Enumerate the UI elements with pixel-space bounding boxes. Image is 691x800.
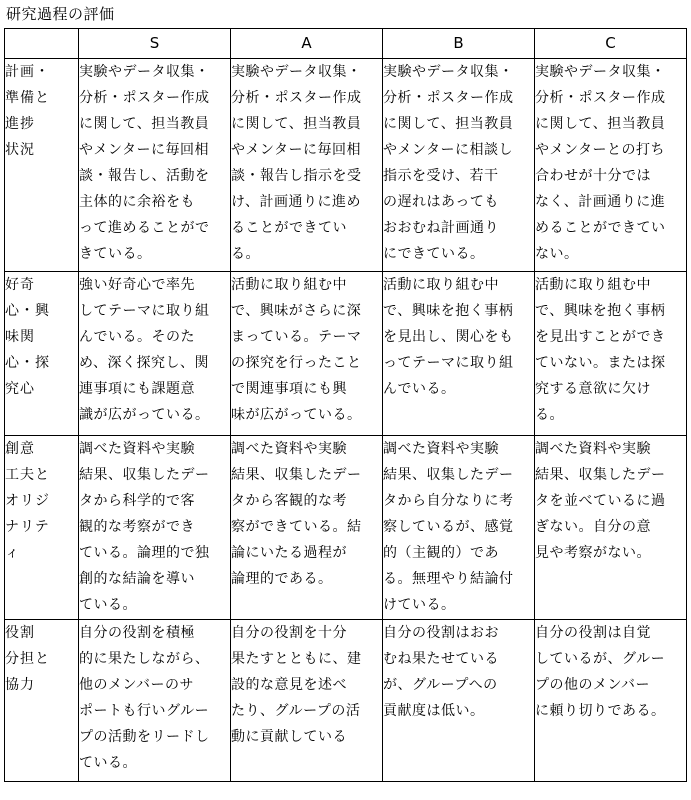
rubric-cell — [79, 620, 231, 782]
cell-text: 活動に取り組む中 で、興味を抱く事柄 を見出し、関心をも ってテーマに取り組 んでいる。 — [383, 277, 514, 397]
cell-text: 実験やデータ収集・ 分析・ポスター作成 に関して、担当教員 やメンターに相談し 指示を受け、若干 の遅れはあっても おおむね計画通り にできている。 — [383, 64, 514, 262]
table-row — [5, 620, 687, 782]
cell-text: 実験やデータ収集・ 分析・ポスター作成 に関して、担当教員 やメンターとの打ち 合わせが十分では なく、計画通りに進 めることができてい ない。 — [535, 64, 666, 262]
rubric-table — [4, 28, 687, 782]
cell-text: 活動に取り組む中 で、興味がさらに深 まっている。テーマ の探究を行ったこと で関連事項にも興 味が広がっている。 — [231, 277, 362, 423]
rubric-cell — [535, 436, 687, 620]
column-header: C — [535, 29, 687, 59]
rubric-cell — [231, 620, 383, 782]
criterion-cell — [5, 272, 79, 436]
criterion-cell — [5, 59, 79, 272]
corner-cell — [5, 29, 79, 59]
cell-text: 調べた資料や実験 結果、収集したデー タを並べているに過 ぎない。自分の意 見や考察がない。 — [535, 441, 666, 561]
rubric-cell — [79, 436, 231, 620]
table-row — [5, 272, 687, 436]
rubric-cell — [231, 436, 383, 620]
table-row — [5, 436, 687, 620]
rubric-cell — [383, 59, 535, 272]
cell-text: 自分の役割を十分 果たすとともに、建 設的な意見を述べ たり、グループの活 動に貢献している — [231, 625, 362, 745]
rubric-cell — [383, 620, 535, 782]
column-header: A — [231, 29, 383, 59]
rubric-cell — [535, 59, 687, 272]
cell-text: 強い好奇心で率先 してテーマに取り組 んでいる。そのた め、深く探究し、関 連事項にも課題意 識が広がっている。 — [79, 277, 210, 423]
table-row — [5, 59, 687, 272]
criterion-label: 計画・ 準備と 進捗 状況 — [5, 64, 50, 158]
header-row — [5, 29, 687, 59]
rubric-cell — [383, 436, 535, 620]
rubric-cell — [535, 620, 687, 782]
rubric-cell — [231, 59, 383, 272]
cell-text: 自分の役割を積極 的に果たしながら、 他のメンバーのサ ポートも行いグルー プの活動をリードし ている。 — [79, 625, 210, 771]
cell-text: 調べた資料や実験 結果、収集したデー タから科学的で客 観的な考察ができ ている。論理的で独 創的な結論を導い ている。 — [79, 441, 210, 613]
column-header: B — [383, 29, 535, 59]
column-header: S — [79, 29, 231, 59]
cell-text: 実験やデータ収集・ 分析・ポスター作成 に関して、担当教員 やメンターに毎回相 談・報告し、活動を 主体的に余裕をも って進めることがで きている。 — [79, 64, 210, 262]
criterion-label: 好奇 心・興 味関 心・探 究心 — [5, 277, 50, 397]
rubric-cell — [383, 272, 535, 436]
rubric-cell — [79, 272, 231, 436]
criterion-label: 役割 分担と 協力 — [5, 625, 50, 693]
rubric-cell — [79, 59, 231, 272]
cell-text: 活動に取り組む中 で、興味を抱く事柄 を見出すことができ ていない。または探 究する意欲に欠け る。 — [535, 277, 666, 423]
page-title: 研究過程の評価 — [6, 5, 115, 23]
criterion-cell — [5, 436, 79, 620]
cell-text: 実験やデータ収集・ 分析・ポスター作成 に関して、担当教員 やメンターに毎回相 談・報告し指示を受 け、計画通りに進め ることができてい る。 — [231, 64, 362, 262]
rubric-cell — [535, 272, 687, 436]
cell-text: 調べた資料や実験 結果、収集したデー タから客観的な考 察ができている。結 論にいたる過程が 論理的である。 — [231, 441, 362, 587]
criterion-label: 創意 工夫と オリジ ナリテ ィ — [5, 441, 50, 561]
rubric-cell — [231, 272, 383, 436]
cell-text: 自分の役割は自覚 しているが、グルー プの他のメンバー に頼り切りである。 — [535, 625, 666, 719]
cell-text: 自分の役割はおお むね果たせている が、グループへの 貢献度は低い。 — [383, 625, 499, 719]
criterion-cell — [5, 620, 79, 782]
cell-text: 調べた資料や実験 結果、収集したデー タから自分なりに考 察しているが、感覚 的（主観的）であ る。無理やり結論付 けている。 — [383, 441, 514, 613]
